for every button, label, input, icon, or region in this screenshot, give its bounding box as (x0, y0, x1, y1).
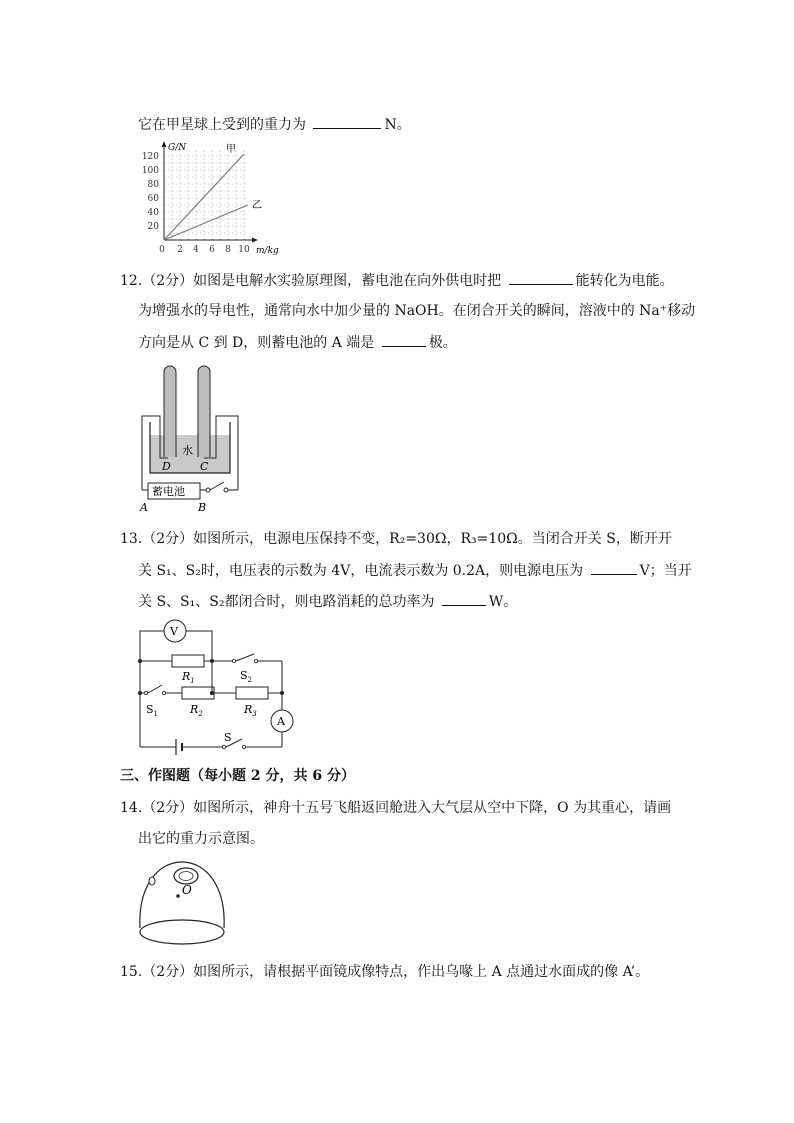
q11-answer-blank[interactable] (313, 114, 381, 129)
q14-return-capsule (136, 856, 228, 948)
terminal-a-label: A (140, 501, 148, 514)
electrode-d-label: D (162, 460, 171, 473)
q12-line2: 为增强水的导电性，通常向水中加少量的 NaOH。在闭合开关的瞬间，溶液中的 Na⁺移动 (138, 303, 696, 319)
q13-blank-1[interactable] (591, 560, 637, 575)
y-tick: 20 (147, 222, 159, 232)
point-o-label: O (182, 883, 192, 897)
r3-label: $R_3$ (244, 703, 257, 718)
y-axis-label: G/N (168, 143, 187, 153)
q15-line1: 15.（2分）如图所示，请根据平面镜成像特点，作出乌喙上 A 点通过水面成的像 A’。 (120, 964, 650, 980)
ammeter-label: A (277, 715, 285, 728)
battery-label: 蓄电池 (152, 485, 185, 498)
x-tick: 0 (159, 245, 165, 255)
water-label: 水 (182, 444, 193, 457)
y-tick: 100 (141, 166, 159, 176)
q14-line1: 14.（2分）如图所示，神舟十五号飞船返回舱进入大气层从空中下降，O 为其重心，请画 (120, 800, 672, 816)
x-axis-label: m/kg (256, 246, 279, 256)
q12-blank-2[interactable] (382, 332, 426, 347)
x-tick: 2 (177, 245, 183, 255)
q11-tail-line (138, 114, 411, 135)
q11-tail-unit: N。 (384, 117, 411, 133)
s-label: S (224, 731, 232, 744)
x-tick: 8 (225, 245, 231, 255)
capsule-heat-shield (140, 920, 224, 944)
switch-s1 (148, 685, 162, 693)
q13-blank-2[interactable] (442, 591, 486, 606)
terminal-b-label: B (198, 501, 207, 514)
q13-line1: 13.（2分）如图所示，电源电压保持不变，R₂=30Ω，R₃=10Ω。当闭合开关 S，断开开 (120, 531, 672, 547)
q12-blank-1[interactable] (509, 270, 573, 285)
switch-blade (210, 482, 224, 490)
q12-text-1a: 12.（2分）如图是电解水实验原理图，蓄电池在向外供电时把 (120, 273, 502, 289)
x-tick: 10 (238, 245, 250, 255)
label-jia: 甲 (226, 144, 236, 155)
test-tube-left (164, 366, 176, 457)
y-tick: 120 (141, 152, 159, 162)
q13-text-2a: 关 S₁、S₂时，电压表的示数为 4V，电流表示数为 0.2A，则电源电压为 (138, 563, 584, 579)
q12-line3 (138, 332, 457, 353)
r1-label: $R_1$ (182, 670, 195, 685)
s2-label: $S_2$ (240, 669, 253, 684)
electrode-c-label: C (200, 460, 209, 473)
q13-text-3a: 关 S、S₁、S₂都闭合时，则电路消耗的总功率为 (138, 594, 435, 610)
q12-line1 (120, 270, 674, 291)
x-tick: 4 (193, 245, 199, 255)
center-of-gravity (176, 894, 180, 898)
y-tick: 60 (147, 194, 159, 204)
resistor-r3 (236, 687, 268, 699)
r2-label: $R_2$ (190, 703, 203, 718)
capsule-window (174, 868, 198, 884)
switch-pivot (206, 488, 210, 492)
q12-text-3b: 极。 (428, 335, 457, 351)
q14-line2: 出它的重力示意图。 (138, 831, 264, 847)
q13-circuit-diagram (136, 617, 300, 755)
resistor-r2 (182, 687, 214, 699)
switch-s2 (236, 654, 254, 661)
section-3-title: 三、作图题（每小题 2 分，共 6 分） (120, 768, 355, 784)
q11-gravity-mass-graph (138, 140, 288, 260)
q12-text-1b: 能转化为电能。 (575, 273, 674, 289)
test-tube-right (198, 366, 210, 457)
x-tick: 6 (209, 245, 215, 255)
q13-line3 (138, 591, 517, 612)
s1-label: $S_1$ (146, 703, 159, 718)
capsule-hatch (149, 877, 155, 885)
y-tick: 40 (147, 208, 159, 218)
label-yi: 乙 (252, 200, 262, 211)
q13-text-3b: W。 (488, 594, 518, 610)
q11-tail-text: 它在甲星球上受到的重力为 (138, 117, 306, 133)
line-yi (164, 205, 248, 240)
q13-line2 (138, 560, 692, 581)
y-tick: 80 (147, 180, 159, 190)
q12-text-3a: 方向是从 C 到 D，则蓄电池的 A 端是 (138, 335, 375, 351)
q12-electrolysis-diagram (138, 362, 248, 514)
voltmeter-label: V (170, 625, 178, 638)
q13-text-2b: V；当开 (639, 563, 692, 579)
resistor-r1 (172, 655, 204, 667)
